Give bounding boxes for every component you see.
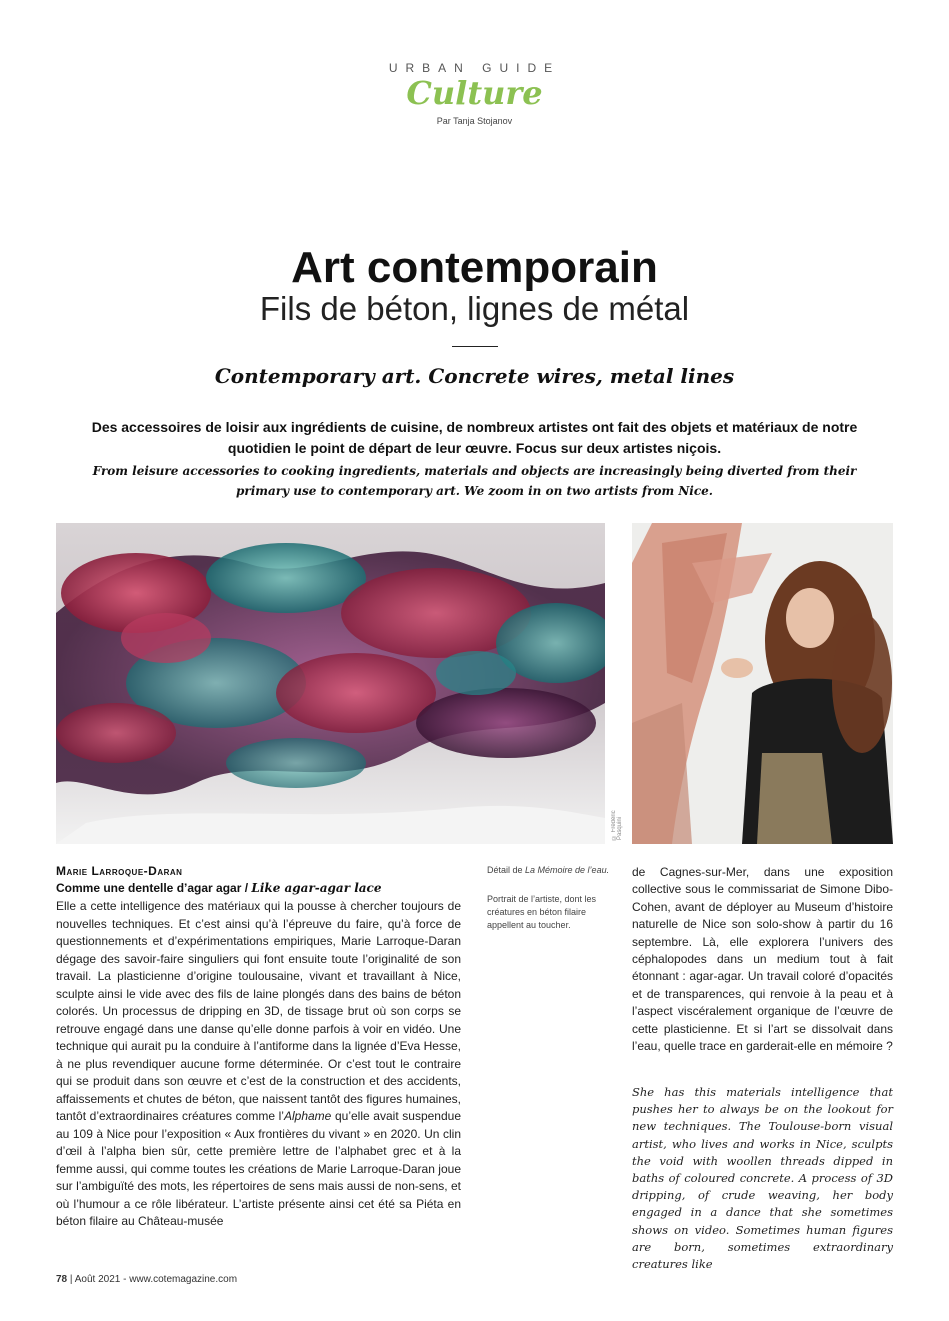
body-col1-emphasis: Alphame [283,1109,332,1123]
byline: Par Tanja Stojanov [436,116,513,126]
body-column-3-en: She has this materials intelligence that pushes her to always be on the lookout for new techniques. The Toulouse-born visual artist, who lives and works in Nice, sculpts the void with woollen threads dipped in baths of coloured concrete. A process of 3D dripping, of crude weaving, her body engaged in a dance that she sometimes shows on video. Sometimes human figures are born, sometimes extraordinary creatures like [632,1085,893,1272]
artist-subtitle-en: Like agar-agar lace [251,881,382,895]
article-title: Art contemporain [291,243,658,292]
caption-detail [487,864,612,877]
body-col1-text-a: Elle a cette intelligence des matériaux qui la pousse à chercher toujours de nouvelles techniques. Et c’est ainsi qu’à l’épreuve du faire, qu’à force de questionnements et d’expérimentations empiriques, Marie Larroque-Daran dégage des savoir-faire singuliers qui font ensuite toute l’originalité de son travail. La plasticienne d’origine toulousaine, vivant et travaillant à Nice, sculpte ainsi le vide avec des fils de laine plongés dans des bains de béton colorés. Un processus de dripping en 3D, de tissage brut où son corps se retrouve engagé dans une danse qu’elle donne parfois à voir en vidéo. Une technique qui aurait pu la conduire à l’antiforme dans la lignée d’Eva Hesse, à ne plus revendiquer aucune forme déterminée. Or c’est tout le contraire qui se produit dans son œuvre et c’est de la construction et des accidents, affaissements et chutes de béton, que naissent tantôt des figures humaines, tantôt d’extraordinaires créatures comme l’ [56,899,461,1123]
photo-credit: © Frédéric Pasquini [611,810,623,840]
lead-paragraph-fr: Des accessoires de loisir aux ingrédients de cuisine, de nombreux artistes ont fait des objets et matériaux de notre quotidien le point de départ de leur œuvre. Focus sur deux artistes niçois. [91,419,858,456]
artist-subtitle-fr: Comme une dentelle d’agar agar / [56,881,252,895]
lead-paragraph-en: From leisure accessories to cooking ingredients, materials and objects are increasingly being diverted from their primary use to contemporary art. We zoom in on two artists from Nice. [92,464,857,498]
footer-issue: | Août 2021 - www.cotemagazine.com [67,1274,238,1285]
artist-portrait-photo [632,523,893,844]
section-title: Culture [406,74,543,112]
urban-guide-label: URBAN GUIDE [388,61,561,75]
artist-subtitle [56,881,381,895]
caption-detail-title: La Mémoire de l’eau. [525,865,610,875]
body-col1-text-b: qu’elle avait suspendue au 109 à Nice pour l’exposition « Aux frontières du vivant » en 2020. Un clin d’œil à l’alpha bien sûr, cette première lettre de l’alphabet grec et à la femme aussi, qui comme toutes les créations de Marie Larroque-Daran joue sur l’ambiguïté des mots, les répertoires de sens mais aussi de non-sens, et où l’humour a ce rôle libérateur. L’artiste présente ainsi cet été sa Piéta en béton filaire au Château-musée [56,1109,462,1228]
article-subtitle: Fils de béton, lignes de métal [259,290,690,327]
artist-name: Marie Larroque-Daran [56,864,183,878]
caption-portrait: Portrait de l’artiste, dont les créatures en béton filaire appellent au toucher. [487,894,597,930]
sculpture-photo [56,523,605,844]
page-footer [56,1274,237,1285]
title-divider [452,346,498,347]
body-column-3-fr: de Cagnes-sur-Mer, dans une exposition collective sous le commissariat de Simone Dibo-Cohen, avant de déployer au Museum d’histoire naturelle de Nice son solo-show à partir du 16 septembre. Là, elle explorera l’univers des céphalopodes dans un medium tout à fait étonnant : agar-agar. Un travail coloré d’opacités et de transparences, qui renvoie à la peau et à l’aspect viscéralement organique de l’œuvre de cette plasticienne. Et si l’art se dissolvait dans l’eau, quelle trace en garderait-elle en mémoire ? [632,865,893,1054]
body-column-1 [56,898,461,1231]
page-number: 78 [56,1274,68,1285]
article-title-en: Contemporary art. Concrete wires, metal lines [214,364,735,388]
caption-detail-prefix: Détail de [487,865,526,875]
